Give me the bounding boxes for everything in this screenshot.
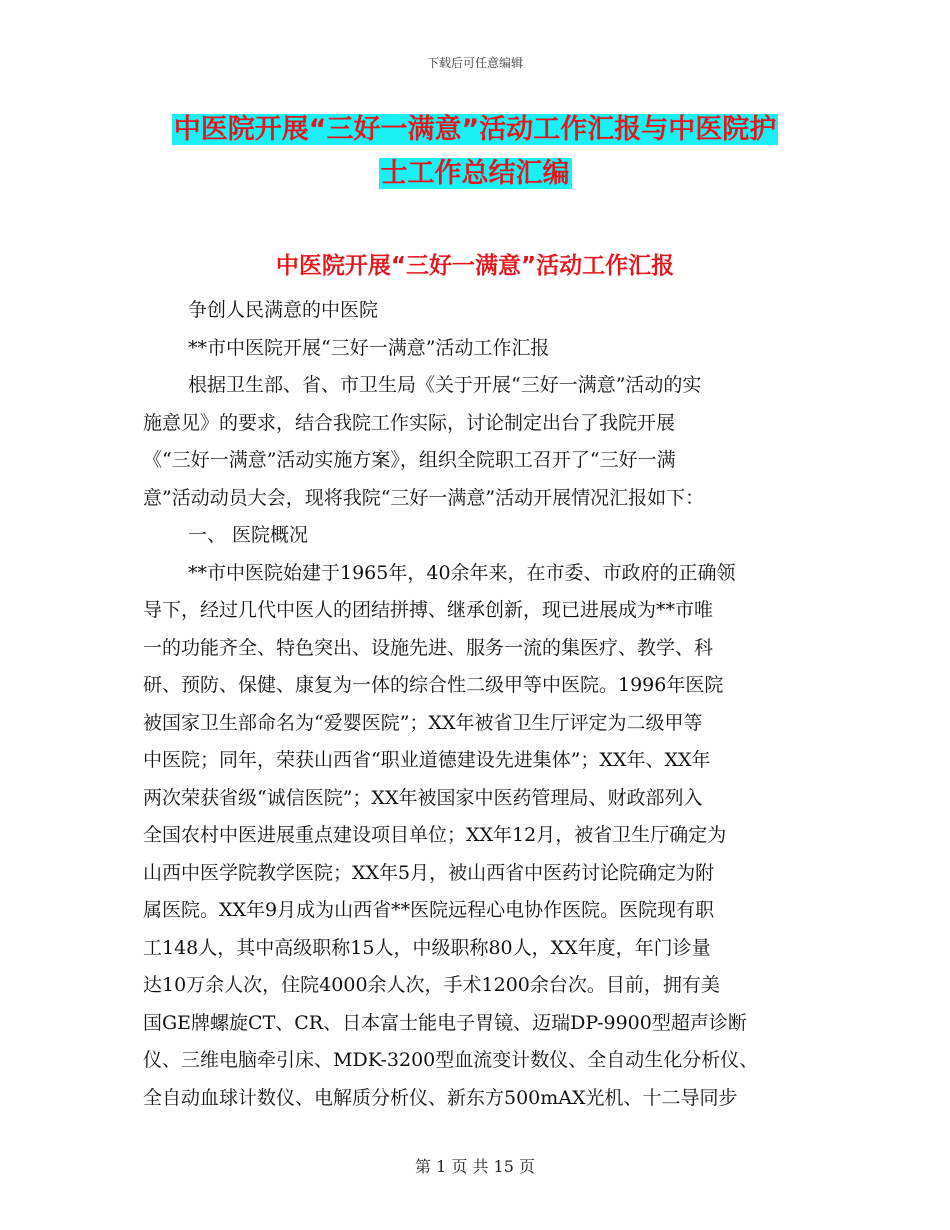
header-note: 下载后可任意编辑 xyxy=(426,56,523,70)
document-title-line-2 xyxy=(0,156,950,192)
document-title-line-1 xyxy=(0,112,950,148)
body-line: 一、 医院概况 xyxy=(188,524,309,546)
section-title: 中医院开展“三好一满意”活动工作汇报 xyxy=(275,253,675,279)
body-line: 导下，经过几代中医人的团结拼搏、继承创新，现已进展成为**市唯 xyxy=(143,599,714,621)
body-line: 根据卫生部、省、市卫生局《关于开展“三好一满意”活动的实 xyxy=(188,374,702,396)
body-line: 两次荣获省级“诚信医院”；XX年被国家中医药管理局、财政部列入 xyxy=(143,786,703,809)
body-line: 国GE牌螺旋CT、CR、日本富士能电子胃镜、迈瑞DP-9900型超声诊断 xyxy=(143,1011,747,1034)
body-line: 《“三好一满意”活动实施方案》，组织全院职工召开了“三好一满 xyxy=(143,449,676,471)
body-line: 仪、三维电脑牵引床、MDK-3200型血流变计数仪、全自动生化分析仪、 xyxy=(143,1049,759,1071)
body-line: 争创人民满意的中医院 xyxy=(188,299,379,321)
body-line: 施意见》的要求，结合我院工作实际，讨论制定出台了我院开展 xyxy=(143,411,676,434)
body-line: 意”活动动员大会，现将我院“三好一满意”活动开展情况汇报如下： xyxy=(143,486,705,509)
body-line: 全国农村中医进展重点建设项目单位；XX年12月，被省卫生厅确定为 xyxy=(143,824,727,846)
body-line: **市中医院开展“三好一满意”活动工作汇报 xyxy=(188,336,550,359)
document-title-line-2-text: 士工作总结汇编 xyxy=(380,158,570,189)
body-line: 工148人，其中高级职称15人，中级职称80人，XX年度，年门诊量 xyxy=(143,936,711,959)
document-title-line-1-text: 中医院开展“三好一满意”活动工作汇报与中医院护 xyxy=(173,114,777,145)
body-line: 被国家卫生部命名为“爱婴医院”；XX年被省卫生厅评定为二级甲等 xyxy=(143,711,703,734)
body-line: 研、预防、保健、康复为一体的综合性二级甲等中医院。1996年医院 xyxy=(143,674,724,696)
body-line: 山西中医学院教学医院；XX年5月，被山西省中医药讨论院确定为附 xyxy=(143,861,715,884)
page-footer: 第 1 页 共 15 页 xyxy=(415,1157,535,1176)
body-line: 一的功能齐全、特色突出、设施先进、服务一流的集医疗、教学、科 xyxy=(143,636,714,659)
body-line: 达10万余人次，住院4000余人次，手术1200余台次。目前，拥有美 xyxy=(143,974,720,996)
body-line: **市中医院始建于1965年，40余年来，在市委、市政府的正确领 xyxy=(188,561,736,584)
body-text xyxy=(143,292,823,1117)
body-line: 中医院；同年，荣获山西省“职业道德建设先进集体”；XX年、XX年 xyxy=(143,749,711,771)
body-line: 全自动血球计数仪、电解质分析仪、新东方500mAX光机、十二导同步 xyxy=(143,1086,738,1109)
body-line: 属医院。XX年9月成为山西省**医院远程心电协作医院。医院现有职 xyxy=(143,899,715,921)
